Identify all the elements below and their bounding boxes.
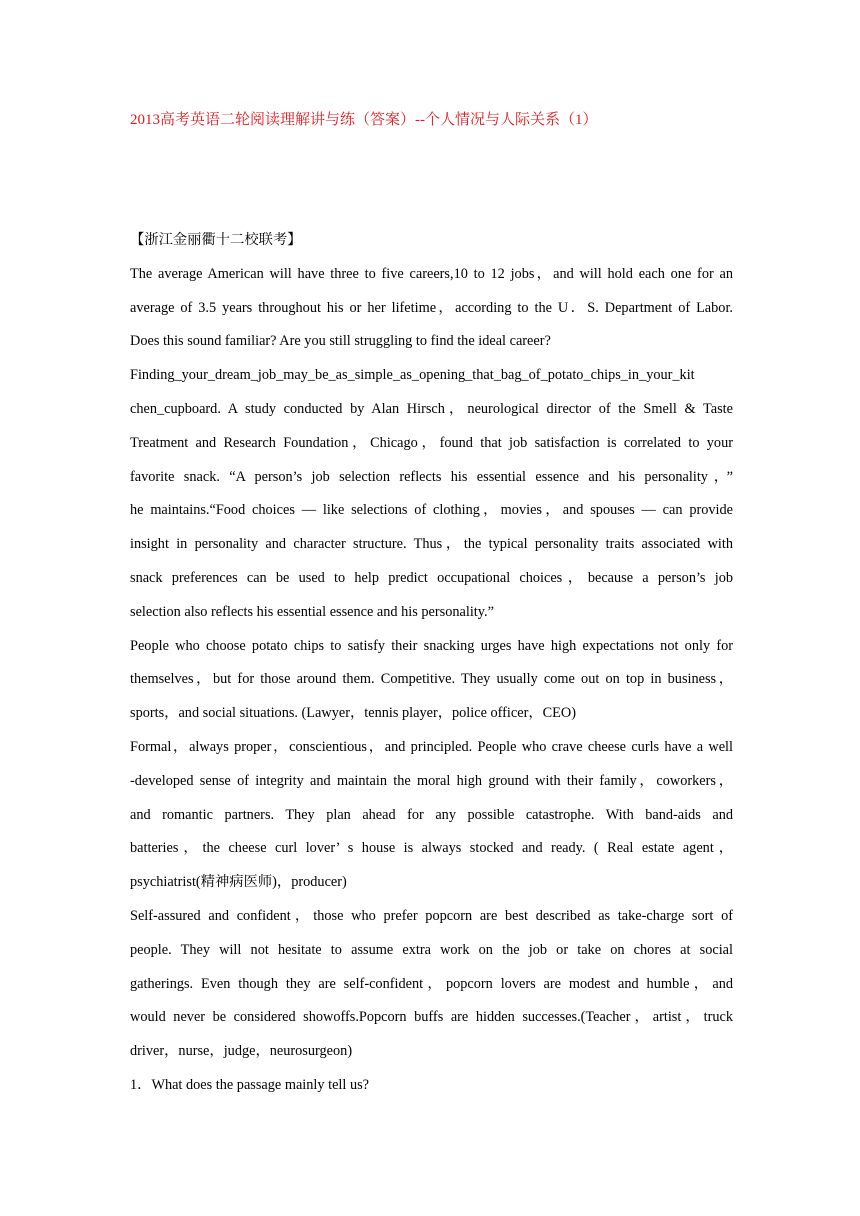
text-line: average of 3.5 years throughout his or her lifetime，according to the U．S. Department of Labor. <box>130 299 733 316</box>
text-line: and romantic partners. They plan ahead for any possible catastrophe. With band-aids and <box>130 806 733 823</box>
passage-body <box>130 224 733 1103</box>
text-line: insight in personality and character structure. Thus，the typical personality traits associated with <box>130 536 733 553</box>
text-line: People who choose potato chips to satisfy their snacking urges have high expectations not only for <box>130 637 733 654</box>
document-title: 2013高考英语二轮阅读理解讲与练（答案）--个人情况与人际关系（1） <box>130 112 598 128</box>
text-line: themselves，but for those around them. Competitive. They usually come out on top in business， <box>130 671 733 688</box>
text-line: driver，nurse，judge，neurosurgeon) <box>130 1043 353 1060</box>
source-label: 【浙江金丽衢十二校联考】 <box>130 232 302 248</box>
text-line: Finding_your_dream_job_may_be_as_simple_as_opening_that_bag_of_potato_chips_in_your_kit <box>130 367 695 384</box>
text-line: gatherings. Even though they are self-confident，popcorn lovers are modest and humble，and <box>130 975 733 992</box>
text-line: sports，and social situations. (Lawyer，tennis player，police officer，CEO) <box>130 705 577 722</box>
text-line: he maintains.“Food choices — like selections of clothing，movies，and spouses — can provide <box>130 502 733 519</box>
text-line: would never be considered showoffs.Popcorn buffs are hidden successes.(Teacher，artist，truck <box>130 1009 733 1026</box>
text-line: selection also reflects his essential essence and his personality.” <box>130 603 494 620</box>
text-line: Does this sound familiar? Are you still struggling to find the ideal career? <box>130 333 551 350</box>
text-line: -developed sense of integrity and maintain the moral high ground with their family，coworkers， <box>130 772 733 789</box>
text-line: snack preferences can be used to help predict occupational choices，because a person’s job <box>130 569 733 586</box>
text-line: The average American will have three to five careers,10 to 12 jobs，and will hold each one for an <box>130 265 733 282</box>
text-line: chen_cupboard. A study conducted by Alan Hirsch，neurological director of the Smell & Taste <box>130 400 733 417</box>
text-line: batteries，the cheese curl lover’ s house is always stocked and ready. ( Real estate agent， <box>130 840 733 857</box>
question-1: 1．What does the passage mainly tell us? <box>130 1076 370 1093</box>
text-line: Treatment and Research Foundation，Chicago，found that job satisfaction is correlated to your <box>130 434 733 451</box>
text-line: people. They will not hesitate to assume extra work on the job or take on chores at social <box>130 941 733 958</box>
text-line: favorite snack. “A person’s job selection reflects his essential essence and his personality，” <box>130 468 733 485</box>
text-line: Self-assured and confident，those who prefer popcorn are best described as take-charge sort of <box>130 907 733 924</box>
text-line: Formal，always proper，conscientious，and principled. People who crave cheese curls have a well <box>130 738 733 755</box>
text-line: psychiatrist(精神病医师)，producer) <box>130 874 347 891</box>
